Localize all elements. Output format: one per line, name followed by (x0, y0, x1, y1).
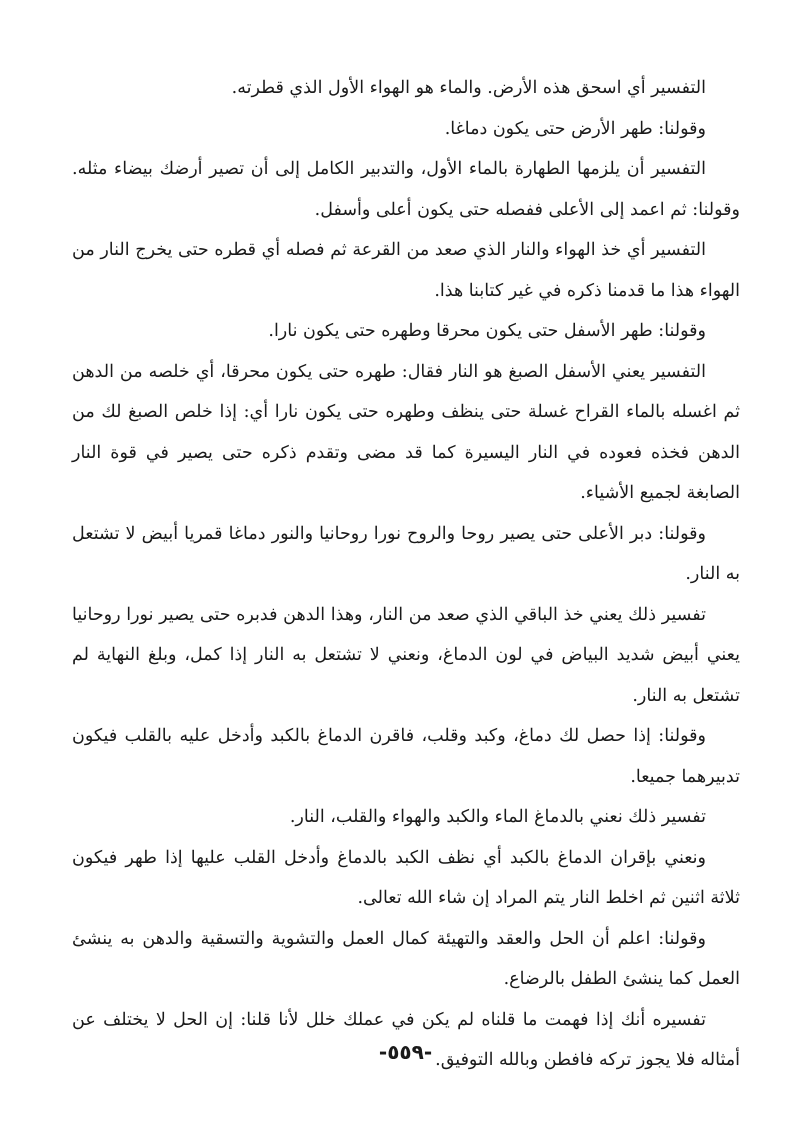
paragraph: وقولنا: إذا حصل لك دماغ، وكبد وقلب، فاقرن الدماغ بالكبد وأدخل عليه بالقلب فيكون تدبيرهما جميعا. (72, 726, 740, 787)
paragraph: التفسير أي اسحق هذه الأرض. والماء هو الهواء الأول الذي قطرته. (231, 78, 706, 98)
paragraph: تفسير ذلك يعني خذ الباقي الذي صعد من النار، وهذا الدهن فدبره حتى يصير نورا روحانيا يعني أبيض شديد البياض في لون الدماغ، ونعني لا تشتعل به النار إذا كمل، وبلغ النهاية لم تشتعل به النار. (72, 604, 740, 706)
paragraph: وقولنا: اعلم أن الحل والعقد والتهيئة كمال العمل والتشوية والتسقية والدهن به ينشئ العمل كما ينشئ الطفل بالرضاع. (72, 928, 740, 989)
paragraph: وقولنا: طهر الأسفل حتى يكون محرقا وطهره حتى يكون نارا. (268, 321, 706, 341)
paragraph: ونعني بإقران الدماغ بالكبد أي نظف الكبد بالدماغ وأدخل القلب عليها إذا طهر فيكون ثلاثة اثنين ثم اخلط النار يتم المراد إن شاء الله تعالى. (72, 847, 740, 908)
paragraph: وقولنا: طهر الأرض حتى يكون دماغا. (444, 118, 706, 139)
paragraph: تفسير ذلك نعني بالدماغ الماء والكبد والهواء والقلب، النار. (289, 807, 706, 827)
paragraph: التفسير يعني الأسفل الصبغ هو النار فقال: طهره حتى يكون محرقا، أي خلصه من الدهن ثم اغسله بالماء القراح غسلة حتى ينظف وطهره حتى يكون نارا أي: إذا خلص الصبغ لك من الدهن فخذه فعوده في النار اليسيرة كما قد مضى وتقدم ذكره حتى يصير في قوة النار الصابغة لجميع الأشياء. (72, 361, 740, 503)
page-number: -٥٥٩- (378, 1040, 433, 1064)
paragraph: التفسير أي خذ الهواء والنار الذي صعد من القرعة ثم فصله أي قطره حتى يخرج النار من الهواء هذا ما قدمنا ذكره في غير كتابنا هذا. (72, 240, 740, 301)
paragraph: وقولنا: دبر الأعلى حتى يصير روحا والروح نورا روحانيا والنور دماغا قمريا أبيض لا تشتعل به النار. (72, 523, 740, 584)
body-text (72, 68, 740, 1081)
paragraph: تفسيره أنك إذا فهمت ما قلناه لم يكن في عملك خلل لأنا قلنا: إن الحل لا يختلف عن أمثاله فلا يجوز تركه فافطن وبالله التوفيق. (72, 1009, 740, 1070)
paragraph: التفسير أن يلزمها الطهارة بالماء الأول، والتدبير الكامل إلى أن تصير أرضك بيضاء مثله. وقولنا: ثم اعمد إلى الأعلى ففصله حتى يكون أعلى وأسفل. (72, 159, 740, 220)
